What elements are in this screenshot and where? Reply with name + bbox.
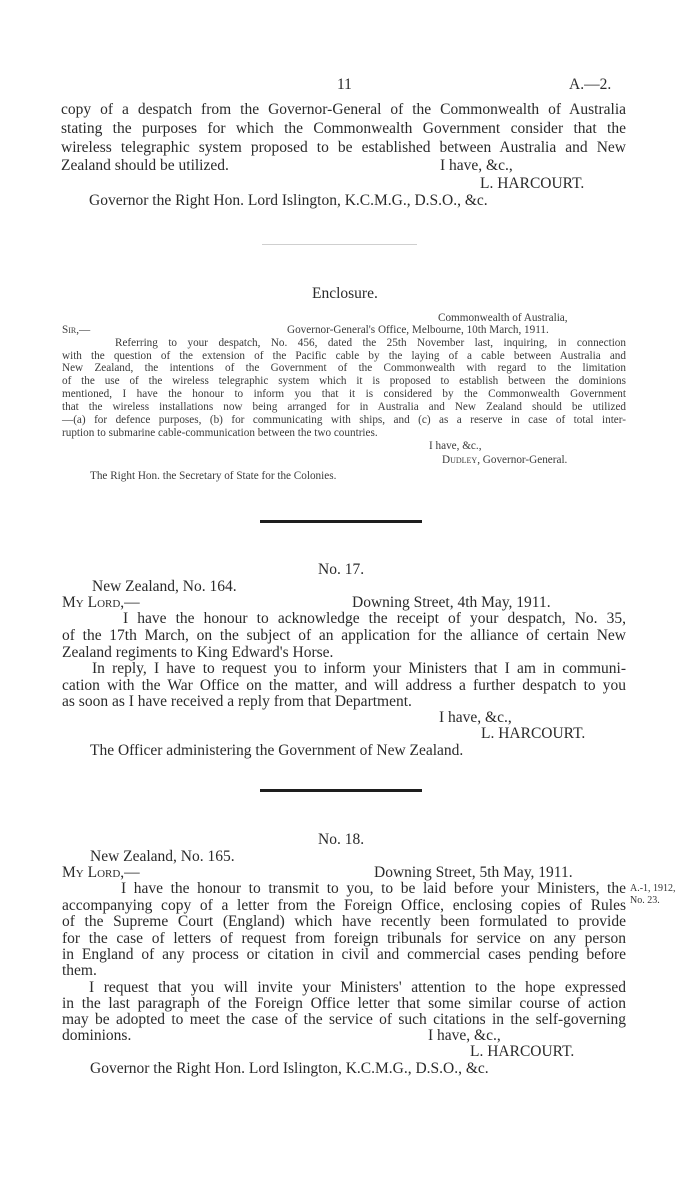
text-line: Referring to your despatch, No. 456, dated the 25th November last, inquiring, in connection bbox=[115, 337, 626, 349]
place-date: Downing Street, 5th May, 1911. bbox=[374, 864, 573, 881]
margin-note: A.-1, 1912, bbox=[630, 883, 676, 894]
addressee: Governor the Right Hon. Lord Islington, K.C.M.G., D.S.O., &c. bbox=[90, 1060, 489, 1077]
text-line: copy of a despatch from the Governor-General of the Commonwealth of Australia bbox=[61, 101, 626, 118]
text-line: accompanying copy of a letter from the Foreign Office, enclosing copies of Rules bbox=[62, 897, 626, 914]
text-line: in the last paragraph of the Foreign Office letter that some similar course of action bbox=[62, 995, 626, 1012]
text-line: I have the honour to transmit to you, to be laid before your Ministers, the bbox=[121, 880, 626, 897]
closing: I have, &c., bbox=[429, 440, 482, 452]
despatch-heading: No. 17. bbox=[318, 561, 365, 578]
signature-title: , Governor-General. bbox=[477, 454, 568, 466]
text-line: New Zealand, the intentions of the Government of the Commonwealth with regard to the limitation bbox=[62, 362, 626, 374]
salutation: My Lord,— bbox=[62, 864, 140, 881]
text-line: —(a) for defence purposes, (b) for communicating with ships, and (c) as a reserve in case of total inter- bbox=[62, 414, 626, 426]
despatch-reference: New Zealand, No. 164. bbox=[92, 578, 237, 595]
margin-note: No. 23. bbox=[630, 895, 660, 906]
signature-name: Dudley bbox=[442, 454, 478, 466]
signature: L. HARCOURT. bbox=[481, 725, 586, 742]
text-line: ruption to submarine cable-communication between the two countries. bbox=[62, 427, 378, 439]
text-line: mentioned, I have the honour to inform you that it is considered by the Commonwealth Government bbox=[62, 388, 626, 400]
text-line: stating the purposes for which the Commonwealth Government consider that the bbox=[61, 120, 626, 137]
text-line: for the case of letters of request from foreign tribunals for service on any person bbox=[62, 930, 626, 947]
text-line: cation with the War Office on the matter, and will address a further despatch to you bbox=[62, 677, 626, 694]
text-line: Zealand regiments to King Edward's Horse. bbox=[62, 644, 334, 661]
closing: I have, &c., bbox=[440, 157, 513, 174]
text-line: that the wireless installations now being arranged for in Australia and New Zealand should be utilized bbox=[62, 401, 626, 413]
signature: L. HARCOURT. bbox=[470, 1043, 575, 1060]
closing: I have, &c., bbox=[439, 709, 512, 726]
text-line: with the question of the extension of the Pacific cable by the laying of a cable between Australia and bbox=[62, 350, 626, 362]
enclosure-office-date: Governor-General's Office, Melbourne, 10th March, 1911. bbox=[287, 324, 549, 336]
despatch-reference: New Zealand, No. 165. bbox=[90, 848, 235, 865]
text-line: of the 17th March, on the subject of an application for the alliance of certain New bbox=[62, 627, 626, 644]
closing: I have, &c., bbox=[428, 1027, 501, 1044]
text-line: dominions. bbox=[62, 1027, 132, 1044]
salutation: My Lord,— bbox=[62, 594, 140, 611]
signature: L. HARCOURT. bbox=[480, 175, 585, 192]
text-line: of the Supreme Court (England) which have recently been formulated to provide bbox=[62, 913, 626, 930]
text-line: may be adopted to meet the case of the service of such citations in the self-governing bbox=[62, 1011, 626, 1028]
enclosure-place: Commonwealth of Australia, bbox=[438, 312, 568, 324]
text-line: them. bbox=[62, 962, 97, 979]
place-date: Downing Street, 4th May, 1911. bbox=[352, 594, 551, 611]
divider-bold bbox=[260, 520, 422, 523]
text-line: in England of any process or citation in civil and commercial cases pending before bbox=[62, 946, 626, 963]
addressee: The Officer administering the Government of New Zealand. bbox=[90, 742, 464, 759]
text-line: I request that you will invite your Ministers' attention to the hope expressed bbox=[89, 979, 626, 996]
enclosure-salutation: Sir,— bbox=[62, 324, 91, 336]
text-line: as soon as I have received a reply from that Department. bbox=[62, 693, 412, 710]
addressee: Governor the Right Hon. Lord Islington, K.C.M.G., D.S.O., &c. bbox=[89, 192, 488, 209]
divider-faint bbox=[262, 244, 417, 245]
text-line: wireless telegraphic system proposed to be established between Australia and New bbox=[61, 139, 626, 156]
text-line: I have the honour to acknowledge the receipt of your despatch, No. 35, bbox=[123, 610, 626, 627]
text-line: Zealand should be utilized. bbox=[61, 157, 229, 174]
enclosure-signature bbox=[442, 454, 567, 467]
page-number: 11 bbox=[337, 76, 352, 93]
enclosure-heading: Enclosure. bbox=[312, 285, 378, 302]
despatch-heading: No. 18. bbox=[318, 831, 365, 848]
divider-bold bbox=[260, 789, 422, 792]
text-line: of the use of the wireless telegraphic system which it is proposed to establish between the dominions bbox=[62, 375, 626, 387]
document-reference: A.—2. bbox=[569, 76, 612, 93]
text-line: In reply, I have to request you to inform your Ministers that I am in communi- bbox=[92, 660, 626, 677]
addressee: The Right Hon. the Secretary of State for the Colonies. bbox=[90, 470, 337, 482]
